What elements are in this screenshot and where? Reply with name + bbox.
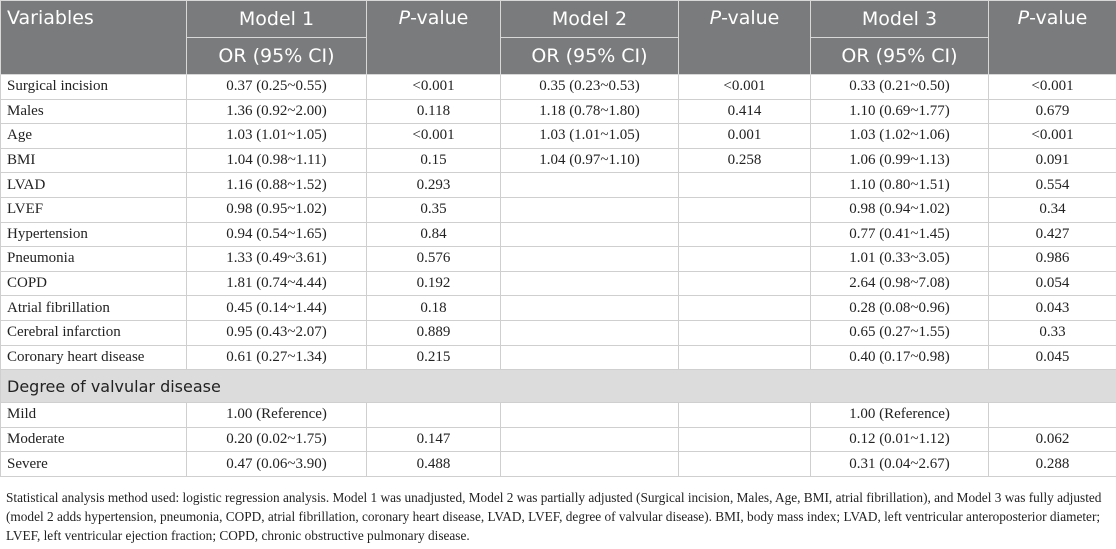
model-1-p-value: <0.001	[367, 124, 501, 149]
model-2-p-value	[679, 427, 811, 452]
table-row	[1, 148, 1116, 173]
variable-name: Males	[1, 99, 187, 124]
model-1-or: 1.81 (0.74~4.44)	[187, 271, 367, 296]
variable-name: Severe	[1, 452, 187, 477]
model-3-or: 1.10 (0.69~1.77)	[811, 99, 989, 124]
header-p-value-2: P-value	[679, 1, 811, 75]
variable-name: Atrial fibrillation	[1, 296, 187, 321]
model-3-p-value: <0.001	[989, 124, 1116, 149]
model-3-or: 1.00 (Reference)	[811, 403, 989, 428]
model-1-p-value: 0.84	[367, 222, 501, 247]
table-row	[1, 403, 1116, 428]
model-3-p-value: 0.288	[989, 452, 1116, 477]
model-2-or: 0.35 (0.23~0.53)	[501, 75, 679, 100]
model-3-or: 1.03 (1.02~1.06)	[811, 124, 989, 149]
model-1-p-value: 0.576	[367, 247, 501, 272]
model-1-or: 0.98 (0.95~1.02)	[187, 197, 367, 222]
model-2-or	[501, 173, 679, 198]
model-3-p-value: <0.001	[989, 75, 1116, 100]
model-2-or	[501, 403, 679, 428]
variable-name: Coronary heart disease	[1, 345, 187, 370]
variable-name: Age	[1, 124, 187, 149]
model-2-or	[501, 296, 679, 321]
table-row	[1, 75, 1116, 100]
model-2-p-value: <0.001	[679, 75, 811, 100]
table-row	[1, 99, 1116, 124]
model-2-p-value	[679, 271, 811, 296]
model-2-or	[501, 271, 679, 296]
model-1-or: 1.16 (0.88~1.52)	[187, 173, 367, 198]
header-or-ci-1: OR (95% CI)	[187, 38, 367, 75]
model-1-p-value: 0.293	[367, 173, 501, 198]
header-or-ci-2: OR (95% CI)	[501, 38, 679, 75]
model-3-p-value: 0.34	[989, 197, 1116, 222]
table-row	[1, 427, 1116, 452]
table-row	[1, 247, 1116, 272]
table-footnote: Statistical analysis method used: logistic regression analysis. Model 1 was unadjusted, Model 2 was partially adjusted (Surgical incision, Males, Age, BMI, atrial fibrillation), and Model 3 was fully adjusted (model 2 adds hypertension, pneumonia, COPD, atrial fibrillation, coronary heart disease, LVAD, LVEF, degree of valvular disease). BMI, body mass index; LVAD, left ventricular anteroposterior diameter; LVEF, left ventricular ejection fraction; COPD, chronic obstructive pulmonary disease.	[6, 490, 1102, 543]
model-2-or: 1.03 (1.01~1.05)	[501, 124, 679, 149]
model-1-p-value: 0.18	[367, 296, 501, 321]
table-row	[1, 124, 1116, 149]
model-1-or: 0.61 (0.27~1.34)	[187, 345, 367, 370]
variable-name: Hypertension	[1, 222, 187, 247]
model-3-or: 1.10 (0.80~1.51)	[811, 173, 989, 198]
header-p-value-1: P-value	[367, 1, 501, 75]
model-1-p-value: 0.889	[367, 320, 501, 345]
model-2-or	[501, 427, 679, 452]
model-3-p-value: 0.554	[989, 173, 1116, 198]
model-2-p-value	[679, 452, 811, 477]
model-2-p-value	[679, 403, 811, 428]
model-2-p-value: 0.258	[679, 148, 811, 173]
model-3-or: 1.06 (0.99~1.13)	[811, 148, 989, 173]
model-2-p-value	[679, 345, 811, 370]
model-3-or: 0.40 (0.17~0.98)	[811, 345, 989, 370]
model-1-or: 1.36 (0.92~2.00)	[187, 99, 367, 124]
model-1-p-value: 0.488	[367, 452, 501, 477]
section-row	[1, 370, 1116, 403]
header-model-1: Model 1	[187, 1, 367, 38]
model-1-or: 0.95 (0.43~2.07)	[187, 320, 367, 345]
model-3-or: 1.01 (0.33~3.05)	[811, 247, 989, 272]
model-3-p-value	[989, 403, 1116, 428]
model-1-p-value	[367, 403, 501, 428]
model-2-or: 1.04 (0.97~1.10)	[501, 148, 679, 173]
model-3-p-value: 0.679	[989, 99, 1116, 124]
model-2-or: 1.18 (0.78~1.80)	[501, 99, 679, 124]
table-row	[1, 345, 1116, 370]
table-row	[1, 320, 1116, 345]
header-p-value-3: P-value	[989, 1, 1116, 75]
table-body	[1, 75, 1116, 477]
model-1-p-value: 0.118	[367, 99, 501, 124]
model-1-p-value: 0.15	[367, 148, 501, 173]
model-2-or	[501, 345, 679, 370]
model-3-p-value: 0.045	[989, 345, 1116, 370]
model-3-p-value: 0.043	[989, 296, 1116, 321]
variable-name: BMI	[1, 148, 187, 173]
model-2-or	[501, 320, 679, 345]
model-2-or	[501, 222, 679, 247]
table-header	[1, 1, 1116, 75]
table-row	[1, 173, 1116, 198]
model-2-p-value	[679, 320, 811, 345]
variable-name: Pneumonia	[1, 247, 187, 272]
model-3-p-value: 0.062	[989, 427, 1116, 452]
header-variables: Variables	[1, 1, 187, 75]
model-1-p-value: 0.215	[367, 345, 501, 370]
table-row	[1, 222, 1116, 247]
table-row	[1, 271, 1116, 296]
model-3-or: 0.98 (0.94~1.02)	[811, 197, 989, 222]
model-3-p-value: 0.33	[989, 320, 1116, 345]
variable-name: Surgical incision	[1, 75, 187, 100]
model-1-p-value: 0.192	[367, 271, 501, 296]
table-row	[1, 197, 1116, 222]
section-title: Degree of valvular disease	[1, 370, 1116, 403]
model-2-p-value: 0.001	[679, 124, 811, 149]
model-1-p-value: <0.001	[367, 75, 501, 100]
variable-name: Moderate	[1, 427, 187, 452]
model-1-p-value: 0.35	[367, 197, 501, 222]
variable-name: Cerebral infarction	[1, 320, 187, 345]
model-3-or: 0.33 (0.21~0.50)	[811, 75, 989, 100]
model-2-or	[501, 247, 679, 272]
model-3-or: 0.12 (0.01~1.12)	[811, 427, 989, 452]
model-2-p-value	[679, 173, 811, 198]
header-model-3: Model 3	[811, 1, 989, 38]
model-1-or: 0.45 (0.14~1.44)	[187, 296, 367, 321]
model-3-p-value: 0.427	[989, 222, 1116, 247]
header-or-ci-3: OR (95% CI)	[811, 38, 989, 75]
table-row	[1, 452, 1116, 477]
model-3-or: 0.77 (0.41~1.45)	[811, 222, 989, 247]
table-row	[1, 296, 1116, 321]
model-2-or	[501, 197, 679, 222]
model-3-p-value: 0.091	[989, 148, 1116, 173]
model-2-p-value: 0.414	[679, 99, 811, 124]
variable-name: COPD	[1, 271, 187, 296]
model-1-or: 1.03 (1.01~1.05)	[187, 124, 367, 149]
model-1-p-value: 0.147	[367, 427, 501, 452]
model-2-p-value	[679, 247, 811, 272]
model-1-or: 1.00 (Reference)	[187, 403, 367, 428]
model-3-p-value: 0.054	[989, 271, 1116, 296]
model-3-or: 0.28 (0.08~0.96)	[811, 296, 989, 321]
model-1-or: 0.20 (0.02~1.75)	[187, 427, 367, 452]
model-3-p-value: 0.986	[989, 247, 1116, 272]
variable-name: Mild	[1, 403, 187, 428]
model-3-or: 2.64 (0.98~7.08)	[811, 271, 989, 296]
model-3-or: 0.31 (0.04~2.67)	[811, 452, 989, 477]
model-1-or: 1.04 (0.98~1.11)	[187, 148, 367, 173]
header-model-2: Model 2	[501, 1, 679, 38]
model-1-or: 0.47 (0.06~3.90)	[187, 452, 367, 477]
model-1-or: 0.37 (0.25~0.55)	[187, 75, 367, 100]
model-1-or: 0.94 (0.54~1.65)	[187, 222, 367, 247]
variable-name: LVEF	[1, 197, 187, 222]
model-2-p-value	[679, 222, 811, 247]
model-2-p-value	[679, 296, 811, 321]
model-1-or: 1.33 (0.49~3.61)	[187, 247, 367, 272]
model-3-or: 0.65 (0.27~1.55)	[811, 320, 989, 345]
variable-name: LVAD	[1, 173, 187, 198]
model-2-p-value	[679, 197, 811, 222]
model-2-or	[501, 452, 679, 477]
